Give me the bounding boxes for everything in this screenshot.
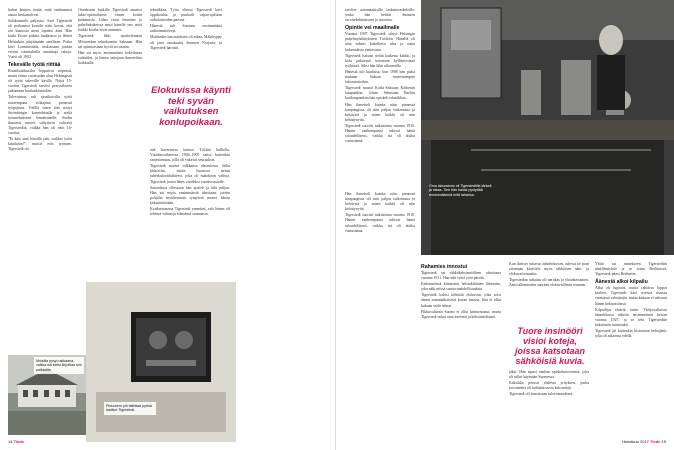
paragraph: halusi kenties tietää, mitä vanhemmat aiasta keskustelivat. (8, 8, 72, 18)
paragraph: Hän ihmetteli kuinka näin pienessä kaupungissa oli niin paljon tutkimusta ja kehitystä ja miten kaikki oli niin kehittynyttä. (345, 192, 415, 212)
laboratory-photo-caption: Oma laboratorio oli Tigerstedtille tärkeä ja rakas. Sen hän halusi pystyttää ensimmäisenä mitä tahansa. (429, 184, 492, 197)
paragraph: Keksinnöistä kiinnostui helsinkiläinen liikemies, joka näki niissä suuria mahdollisuuksia. (421, 282, 501, 292)
paragraph: Onnekseen kaikille Tigerstedt ansaitsi lukio-opintoihinsa ennen kotiin palaamista. Lähes vuosi lennätin- ja puhelinkokeissa antoi hänelle sen, mitä kaikki koulut eivät antaneet. (78, 8, 142, 33)
page-number: 15 (661, 439, 666, 444)
paragraph: Tulevaisuus tuli ajoaikoisilla työtä nuorempana viilaajana pienessä työpajassa. Välillä sitten hän siirtyi Strömbergin konetehtaalle ja sieltä työmiehekseen lennättimelle. Stadin ikuisesti nuoret säilyttivät vahvasti Tigerstedtiä, vaikka hän oli vain 16-vuotias. (8, 95, 72, 136)
right-col-2 (421, 262, 501, 440)
section-heading: Rahamies innostui (421, 264, 468, 270)
section-heading: Äänestä alkoi kilpailu (595, 279, 648, 286)
paragraph: Tigerstedt murtui nilkkansa alastulossa. Jalka kiskottiin, mutta huonosti tarttui tuberkuloosibakteeri, jolta oli mahdoton välttyä. Tigerstedt joutui lähes vuodeksi vuodeosastolle. (150, 164, 230, 184)
paragraph: Hänestä tuli kuuluisa, kun 1908 hän pääsi mukaan Saksan tunnetuimpiin laboratorioihin. (345, 69, 415, 85)
left-col-3b (150, 148, 230, 258)
paragraph: Sairaalassa ollessaan hän ajatteli ja luki paljon. Hän sai myös ensimmäisiä ideoitaan, joiden pohjalta myöhemmin syntyivät monet hänen keksinnöistään. (150, 185, 230, 205)
paragraph: Tigerstedt haluasi tietää kaikesta kaikki, ja koki jatkuvasti kotonaan kyllästyvänsä työhönsä. Siksi hän lähti ulkomaille. (345, 53, 415, 68)
paragraph: Muihinkin harrastuksiin oli aikaa. Mäkihyppy oli jaari omaksuttu Suomen Norjasta, ja Tigerstedt harrasti. (150, 35, 222, 50)
section-heading: Tekevälle työtä riittää (8, 61, 61, 68)
paragraph: "Et käsi sinä kärsillä jätä, vaikket työtä käsitkään?", muisti eräs työmies. Tigerstedt oli. (8, 137, 72, 152)
laboratory-image (421, 0, 674, 255)
right-col-4 (595, 262, 667, 438)
paragraph: Tigerstedt oli innoissaan tulevaisuudesta. (509, 392, 574, 397)
paragraph: Tigerstedt suoritti tutkintonsa vuonna 1910. Hänen vanhempansa tukivat häntä taloudellisesti, vaikka isä oli aluksi vastustanut. (345, 213, 415, 233)
device-photo (86, 282, 236, 442)
paragraph: Tigerstedt suoritti tutkintonsa vuonna 1910. Hänen vanhempansa tukivat häntä taloudellisesti, vaikka isä oli aluksi vastustanut. (345, 123, 415, 144)
pull-quote: Tuore insinööri visioi koteja, joissa katsotaan sähköisiä kuvia. (514, 326, 586, 366)
right-col-3 (509, 262, 589, 324)
manor-photo-caption: Muistila pysyi rakkaana, vaikka isä kielsi kirjoittaa sen paikkeille. (34, 357, 84, 374)
device-image (86, 282, 236, 442)
paragraph: Vuonna 1907 Tigerstedt siirtyi Helsingin puhelinyhdistykseen Töölöön. Hänellä oli aina valmis kokeiltava idea ja uusia kokemuksia jaettavana. (345, 32, 415, 52)
paragraph: Tigerstedt sai sähkökeksinnöilleen rahoitusta vuonna 1911. Hän teki työtä yötä päivää. (421, 271, 501, 281)
paragraph: Tigerstedtin ratkaisu oli nerokas ja yksinkertainen. Ääni tallennettiin suoraan elokuvafilmin reunaan. (509, 278, 589, 288)
paragraph: Hän sai myös ensimmäiset kokeilunsa valmiiksi, ja hänen taitojaan ihmeteltiin kaikkialla. (78, 50, 142, 65)
paragraph: Kilpailijat ehtivät ensin. Yhdysvalloissa äänielokuva nähtiin ensimmäisen kerran vuonna 1927, ja se teki Tigerstedtin keksinnön tunnetuksi. (595, 307, 667, 327)
paragraph: Tigerstedt muutti Koski-Saksaan Köthenin kaupunkiin. Johan Sebastian Bachin kotikaupunkiin hän opiskeli tekniikkaa. (345, 86, 415, 101)
paragraph: Tigerstedt jäi kuitenkin historiaan keksijänä, joka oli aikaansa edellä. (595, 329, 667, 339)
paragraph: Rotanloukkuraha loppuivat nopeasti, mutta viime vuosisadan alun Helsingissä oli työtä tekeville käsille. Nöitä 15-vuotias Tigerstedt tarvitsi pestytäkseen jatkamaan koulunkäyntiään. (8, 68, 72, 94)
paragraph: Kotikartanossa Tigerstedt ymmärsi, että hänen oli tehtävä valintoja elämänsä suunnasta. (150, 207, 230, 217)
paragraph: Alku oli lupaava, mutta rahoitus loppui kesken. Tigerstedt kävi useissa maissa etsimässä rahoittajia, mutta kukaan ei uskonut hänen keksintöönsä. (595, 286, 667, 306)
paragraph: Tigerstedt halusi kehittää elokuvan, joka soisi äänen samanaikaisesti kuvan kanssa. Sitä ei ollut kukaan vielä tehnyt. (421, 293, 501, 308)
paragraph: sitä kaveriensa kanssa Töölön kalliolla. Vuodenvaihteessa 1904–1905 sattui kuitenkin onnettomuus, jolla oli vakavat seuraukset. (150, 148, 230, 163)
device-photo-caption: Pikkunero piti tallettaa pyrkiä laatikot Tigerstedt. (104, 402, 156, 415)
magazine-name: Tiede (13, 439, 24, 444)
section-heading: Opintie vei maailmalle (345, 25, 400, 32)
right-col-1b (345, 192, 415, 438)
paragraph: tekniikkaa. Työn ohessa Tigerstedt kävi oppikoulua ja puuhaili vapaa-ajallaan radiolaitteiden parissa. (150, 8, 222, 23)
laboratory-photo (421, 0, 674, 255)
paragraph: Hänestä tuli Suomen ensimmäisiä radioamatöörejä. (150, 24, 222, 34)
left-col-1 (8, 8, 72, 340)
right-folio (622, 439, 666, 444)
left-col-3 (150, 8, 222, 80)
paragraph: Pikkuvaltiona Suomi ei ollut kiinnostunut, mutta Tigerstedt uskoi aina itseensä ja keksinnöihinsä. (421, 309, 501, 319)
right-page (337, 0, 674, 450)
paragraph: Kaksikko perusti yhdessä yrityksen, jonka tavoitteena oli kehittää uusia keksintöjä. (509, 381, 589, 391)
right-col-3b (509, 370, 589, 440)
paragraph: Hän ihmetteli kuinka näin pienessä kaupungissa oli niin paljon tutkimusta ja kehitystä ja miten kaikki oli niin kehittynyttä. (345, 102, 415, 122)
right-col-1 (345, 8, 415, 190)
paragraph: Kun ilmiset tuttavat äänielokuvan, tulevat he pian ottamaan käyttöön myös sähköisen ääni- ja elokuvaformaatin. (509, 262, 589, 277)
paragraph: jäksi. Hän tapasi vanhan opiskelutoverinsa, joka oli tullut käymään Suomessa. (509, 370, 589, 380)
page-number: 14 (8, 439, 13, 444)
paragraph: Salakuuntelu paljastui. Axel Tigerstedt oli poikaansa kuvulle näin kovaa, että oss kuutosta meni lopuksi ääni. Hän käski Ericin pakata laukkunsa ja lähteä Helsinkiin pärjäämään omillaan. Poika kävi Lonmuistiala, taskussaan jonkin verran rotaniukulla ansaittuja rahoja. Vuosi oli 1902. (8, 19, 72, 59)
pull-quote: Elokuvissa käynti teki syvän vaikutuksen konlupoikaan. (151, 85, 231, 128)
magazine-name: Tiede (650, 439, 661, 444)
left-col-2 (78, 8, 142, 280)
left-page (0, 0, 336, 450)
paragraph: tarvitse automaattisille laskantoaskeleille, jonka hän kehitti Suomen tavoitekehitukseen jo nuorena. (345, 8, 415, 23)
paragraph: Tigerstedt lähti opiskelemaan Mittweidan teknikumiin Saksaan. Hän sai opinnoistaan hyvät arvosanat. (78, 34, 142, 49)
issue-date: Heinäkuu 2017 (622, 439, 649, 444)
left-folio (8, 439, 24, 444)
paragraph: Yhtiö sai nimekseen Tigerstedtin äänifilmiyhtiö ja se toimi Berliinissä. Tigerstedt pääsi Berliiniin. (595, 262, 667, 277)
